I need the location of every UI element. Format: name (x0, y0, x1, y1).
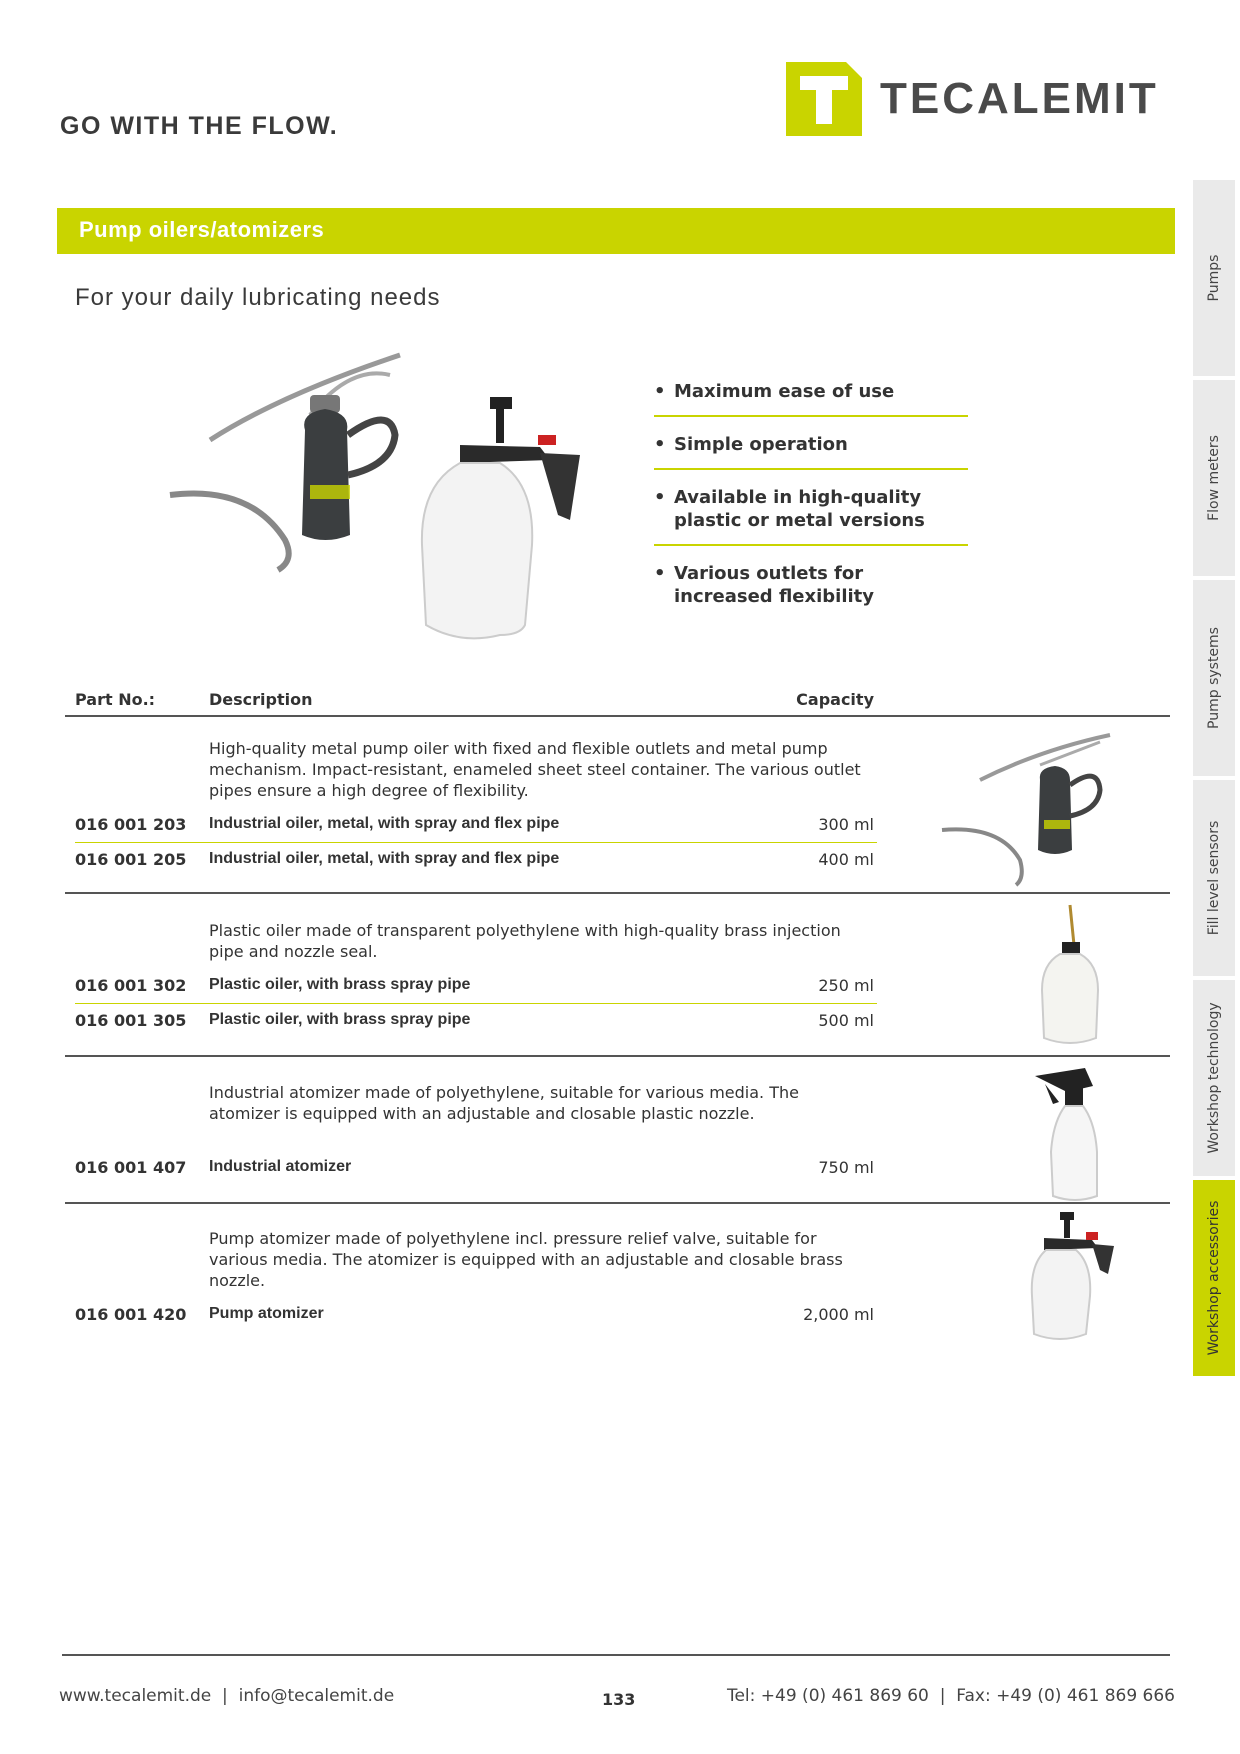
tecalemit-logo-icon (786, 62, 862, 136)
header-description: Description (209, 690, 313, 709)
group-divider (65, 1202, 1170, 1204)
part-number: 016 001 205 (75, 850, 187, 869)
capacity: 750 ml (818, 1158, 874, 1177)
table-divider (65, 715, 1170, 717)
section-title: Pump oilers/atomizers (79, 217, 325, 242)
plastic-oiler-icon (1030, 900, 1110, 1050)
page-number: 133 (602, 1690, 636, 1709)
pump-atomizer-icon (1020, 1206, 1120, 1346)
group-divider (65, 892, 1170, 894)
feature-list (654, 374, 968, 620)
brand-name: TECALEMIT (880, 74, 1159, 123)
footer-contact-left: www.tecalemit.de | info@tecalemit.de (59, 1686, 395, 1706)
capacity: 500 ml (818, 1011, 874, 1030)
side-tab-pump-systems[interactable]: Pump systems (1193, 580, 1235, 776)
product-description: Plastic oiler made of transparent polyethylene with high-quality brass injection pipe and nozzle seal. (209, 921, 841, 961)
tagline: GO WITH THE FLOW. (60, 112, 339, 140)
section-subtitle: For your daily lubricating needs (75, 284, 441, 311)
brand-logo[interactable] (786, 62, 1159, 136)
product-name: Industrial oiler, metal, with spray and flex pipe (209, 850, 560, 867)
footer-web-link[interactable]: www.tecalemit.de (59, 1686, 212, 1706)
footer-contact-right: Tel: +49 (0) 461 869 60 | Fax: +49 (0) 461 869 666 (726, 1686, 1175, 1706)
part-number: 016 001 407 (75, 1158, 187, 1177)
footer-fax: Fax: +49 (0) 461 869 666 (956, 1686, 1175, 1706)
product-description: High-quality metal pump oiler with fixed and flexible outlets and metal pump mechanism. Impact-resistant, enameled sheet steel container. The various outlet pipes ensure a high degree of flexibility. (209, 739, 861, 800)
hero-product-image (160, 335, 600, 665)
feature-item: • Simple operation (654, 417, 968, 470)
part-number: 016 001 302 (75, 976, 187, 995)
product-description: Industrial atomizer made of polyethylene, suitable for various media. The atomizer is equipped with an adjustable and closable plastic nozzle. (209, 1083, 799, 1123)
side-tab-workshop-accessories[interactable]: Workshop accessories (1193, 1180, 1235, 1376)
feature-item: • Maximum ease of use (654, 374, 968, 417)
part-number: 016 001 305 (75, 1011, 187, 1030)
trigger-atomizer-icon (1025, 1062, 1115, 1202)
product-description: Pump atomizer made of polyethylene incl. pressure relief valve, suitable for various media. The atomizer is equipped with an adjustable and closable brass nozzle. (209, 1229, 843, 1290)
side-tab-flow-meters[interactable]: Flow meters (1193, 380, 1235, 576)
footer-email-link[interactable]: info@tecalemit.de (238, 1686, 395, 1706)
part-number: 016 001 420 (75, 1305, 187, 1324)
product-name: Plastic oiler, with brass spray pipe (209, 1011, 471, 1028)
section-banner (57, 208, 1175, 254)
capacity: 2,000 ml (803, 1305, 874, 1324)
product-name: Plastic oiler, with brass spray pipe (209, 976, 471, 993)
metal-oiler-icon (940, 720, 1120, 890)
side-tab-pumps[interactable]: Pumps (1193, 180, 1235, 376)
feature-item: • Available in high-quality plastic or metal versions (654, 470, 968, 546)
product-name: Industrial atomizer (209, 1158, 352, 1175)
part-number: 016 001 203 (75, 815, 187, 834)
footer-divider (62, 1654, 1170, 1656)
footer-phone: Tel: +49 (0) 461 869 60 (726, 1686, 929, 1706)
side-tab-fill-level-sensors[interactable]: Fill level sensors (1193, 780, 1235, 976)
product-name: Pump atomizer (209, 1305, 324, 1322)
product-name: Industrial oiler, metal, with spray and flex pipe (209, 815, 560, 832)
pump-atomizer-icon (422, 397, 580, 638)
feature-item: • Various outlets for increased flexibility (654, 563, 875, 607)
side-tab-workshop-technology[interactable]: Workshop technology (1193, 980, 1235, 1176)
row-divider (75, 1003, 877, 1004)
row-divider (75, 842, 877, 843)
capacity: 400 ml (818, 850, 874, 869)
header-part-no: Part No.: (75, 690, 156, 709)
metal-oiler-icon (170, 355, 400, 570)
group-divider (65, 1055, 1170, 1057)
capacity: 250 ml (818, 976, 874, 995)
header-capacity: Capacity (796, 690, 874, 709)
capacity: 300 ml (818, 815, 874, 834)
